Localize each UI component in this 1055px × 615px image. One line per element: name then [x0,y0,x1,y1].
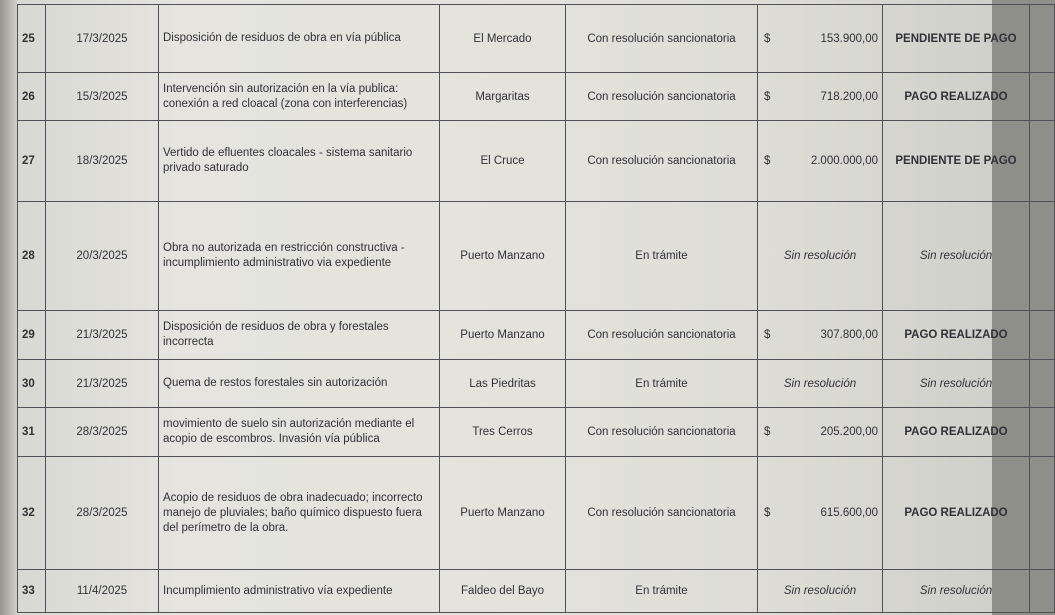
record-place-cell: Las Piedritas [440,360,566,408]
record-status-cell: Con resolución sancionatoria [566,311,758,360]
record-date-cell: 18/3/2025 [46,121,159,202]
amount-line [762,91,878,103]
record-amount-cell [758,121,883,202]
currency-symbol: $ [764,90,771,103]
record-number-cell: 33 [18,570,46,613]
record-amount-cell [758,5,883,73]
record-status-cell: Con resolución sancionatoria [566,457,758,570]
fine-amount: 718.200,00 [820,90,878,103]
trailing-column-cell [1030,408,1055,457]
payment-status-cell: PAGO REALIZADO [883,73,1030,121]
record-date-cell: 21/3/2025 [46,360,159,408]
record-place-cell: El Cruce [440,121,566,202]
record-place-cell: Puerto Manzano [440,202,566,311]
currency-symbol: $ [764,329,771,341]
record-description-cell: movimiento de suelo sin autorización mediante el acopio de escombros. Invasión vía pública [159,408,440,457]
record-description-cell: Intervención sin autorización en la vía publica: conexión a red cloacal (zona con interferencias) [159,73,440,121]
currency-symbol: $ [764,32,771,45]
record-date-cell: 28/3/2025 [46,457,159,570]
currency-symbol: $ [764,507,771,519]
record-status-cell: Con resolución sancionatoria [566,73,758,121]
amount-line [762,33,878,45]
currency-symbol: $ [764,426,771,438]
fine-amount: 615.600,00 [820,507,878,519]
fine-amount-cell: Sin resolución [758,570,883,613]
record-status-cell: En trámite [566,360,758,408]
record-date-cell: 15/3/2025 [46,73,159,121]
fine-amount-cell: Sin resolución [758,360,883,408]
record-date-cell: 20/3/2025 [46,202,159,311]
trailing-column-cell [1030,121,1055,202]
record-number-cell: 27 [18,121,46,202]
amount-line [762,507,878,519]
record-place-cell: Margaritas [440,73,566,121]
record-number-cell: 26 [18,73,46,121]
record-amount-cell [758,457,883,570]
table-row [18,73,1055,121]
record-number-cell: 32 [18,457,46,570]
table-row [18,570,1055,613]
trailing-column-cell [1030,73,1055,121]
fine-amount: 153.900,00 [820,32,878,45]
trailing-column-cell [1030,360,1055,408]
record-number-cell: 25 [18,5,46,73]
payment-status-cell: PAGO REALIZADO [883,408,1030,457]
table-row [18,408,1055,457]
record-description-cell: Obra no autorizada en restricción constructiva - incumplimiento administrativo via expediente [159,202,440,311]
record-date-cell: 17/3/2025 [46,5,159,73]
record-status-cell: En trámite [566,570,758,613]
fine-amount: 307.800,00 [820,329,878,341]
payment-status-cell: PENDIENTE DE PAGO [883,121,1030,202]
amount-line [762,155,878,167]
record-number-cell: 30 [18,360,46,408]
table-row [18,202,1055,311]
currency-symbol: $ [764,155,771,167]
trailing-column-cell [1030,202,1055,311]
record-amount-cell [758,311,883,360]
trailing-column-cell [1030,457,1055,570]
page-edge-shadow [0,0,17,615]
payment-status-cell: PENDIENTE DE PAGO [883,5,1030,73]
record-description-cell: Quema de restos forestales sin autorización [159,360,440,408]
record-number-cell: 31 [18,408,46,457]
trailing-column-cell [1030,570,1055,613]
amount-line [762,329,878,341]
record-description-cell: Acopio de residuos de obra inadecuado; incorrecto manejo de pluviales; baño químico dispuesto fuera del perímetro de la obra. [159,457,440,570]
record-status-cell: Con resolución sancionatoria [566,408,758,457]
record-place-cell: Faldeo del Bayo [440,570,566,613]
trailing-column-cell [1030,5,1055,73]
table-row [18,457,1055,570]
payment-status-cell: Sin resolución [883,570,1030,613]
trailing-column-cell [1030,311,1055,360]
fine-amount: 205.200,00 [820,426,878,438]
fine-amount: 2.000.000,00 [810,155,878,167]
record-place-cell: Tres Cerros [440,408,566,457]
record-status-cell: Con resolución sancionatoria [566,5,758,73]
record-amount-cell [758,408,883,457]
record-place-cell: Puerto Manzano [440,311,566,360]
record-date-cell: 28/3/2025 [46,408,159,457]
payment-status-cell: Sin resolución [883,360,1030,408]
record-amount-cell [758,73,883,121]
record-description-cell: Disposición de residuos de obra y forestales incorrecta [159,311,440,360]
record-place-cell: El Mercado [440,5,566,73]
table-row [18,5,1055,73]
table-row [18,121,1055,202]
payment-status-cell: PAGO REALIZADO [883,457,1030,570]
record-status-cell: En trámite [566,202,758,311]
record-place-cell: Puerto Manzano [440,457,566,570]
record-date-cell: 11/4/2025 [46,570,159,613]
infractions-table [17,4,1055,613]
record-number-cell: 29 [18,311,46,360]
table-row [18,360,1055,408]
record-date-cell: 21/3/2025 [46,311,159,360]
payment-status-cell: PAGO REALIZADO [883,311,1030,360]
table-row [18,311,1055,360]
amount-line [762,426,878,438]
record-number-cell: 28 [18,202,46,311]
record-status-cell: Con resolución sancionatoria [566,121,758,202]
fine-amount-cell: Sin resolución [758,202,883,311]
payment-status-cell: Sin resolución [883,202,1030,311]
record-description-cell: Disposición de residuos de obra en vía pública [159,5,440,73]
record-description-cell: Incumplimiento administrativo vía expediente [159,570,440,613]
record-description-cell: Vertido de efluentes cloacales - sistema sanitario privado saturado [159,121,440,202]
